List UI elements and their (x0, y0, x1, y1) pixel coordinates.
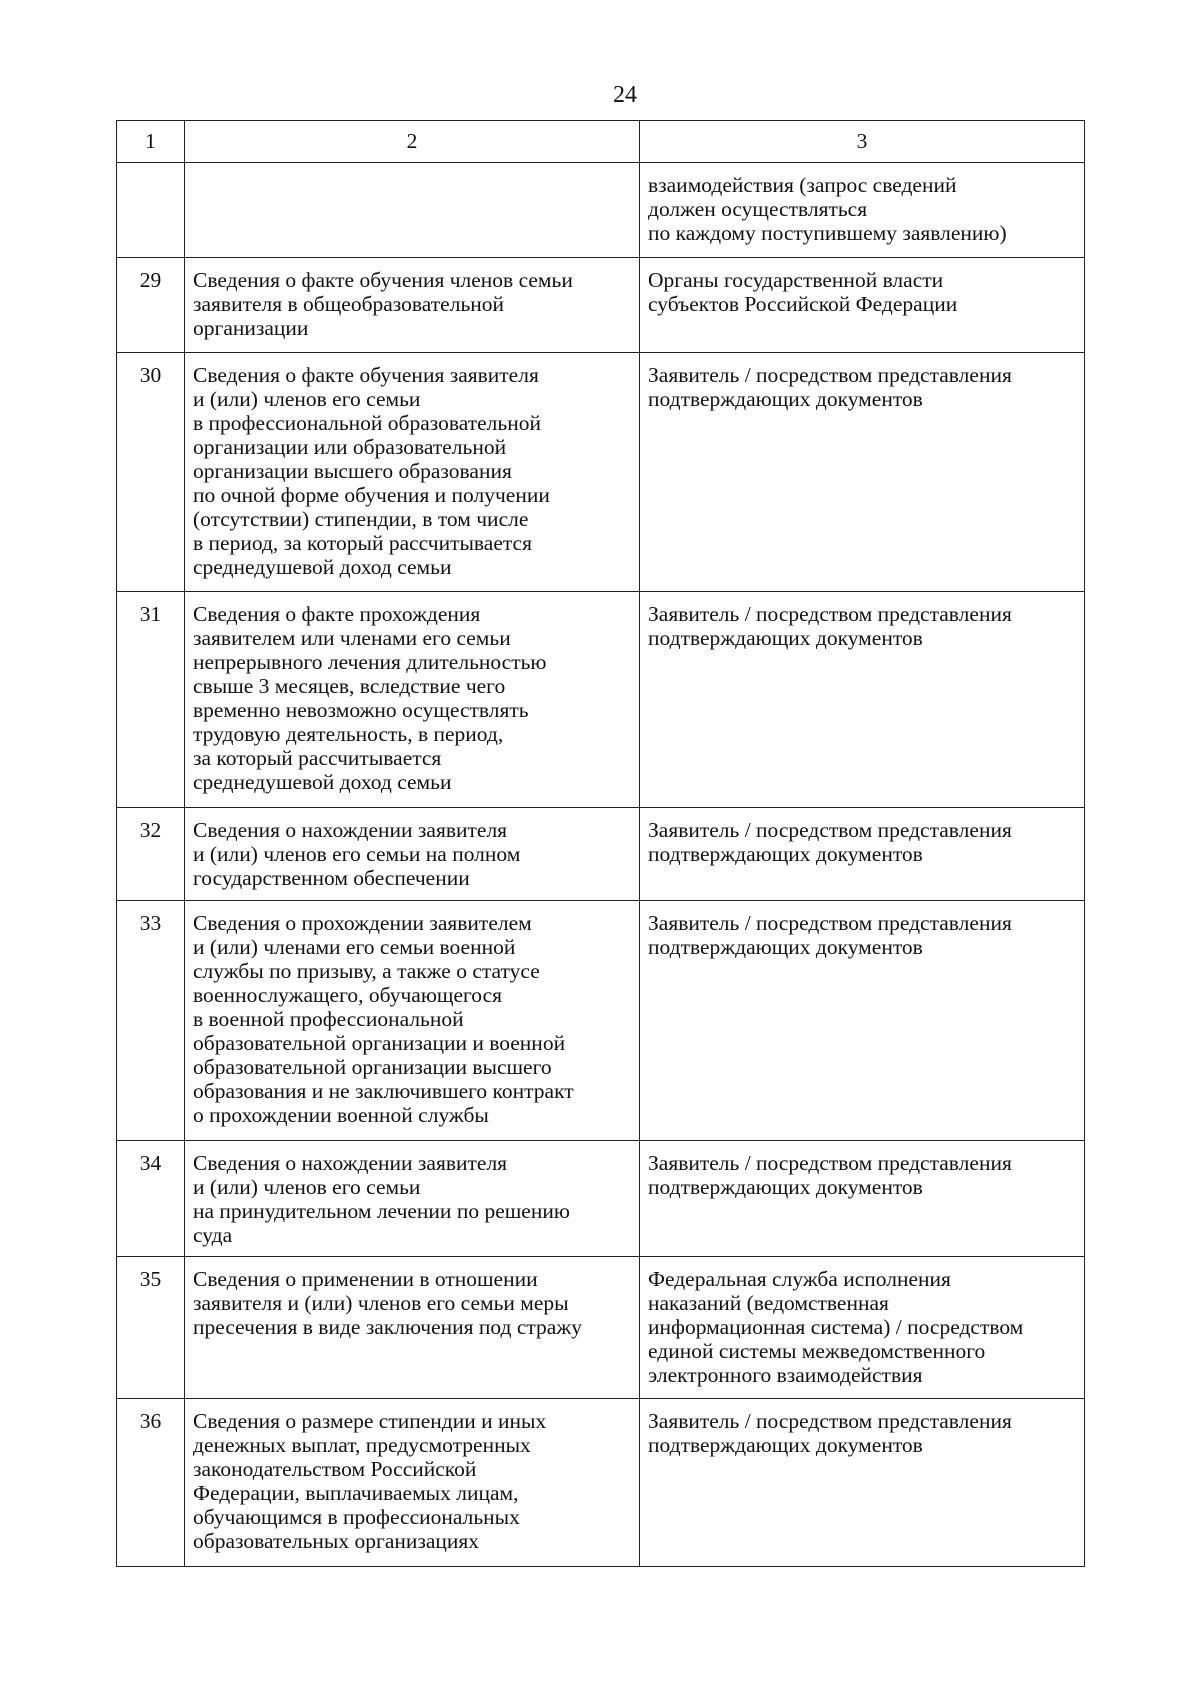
row-number: 32 (117, 808, 185, 901)
table-row (117, 901, 1085, 1141)
column-header-1: 1 (117, 121, 185, 163)
row-source-cell: взаимодействия (запрос сведений должен осуществляться по каждому поступившему заявлению) (640, 163, 1085, 258)
table-header-row (117, 121, 1085, 163)
row-info-cell: Сведения о факте прохождения заявителем или членами его семьи непрерывного лечения длительностью свыше 3 месяцев, вследствие чего временно невозможно осуществлять трудовую деятельность, в период, за который рассчитывается среднедушевой доход семьи (185, 592, 640, 808)
column-header-2: 2 (185, 121, 640, 163)
row-source-cell: Органы государственной власти субъектов Российской Федерации (640, 258, 1085, 353)
row-number: 33 (117, 901, 185, 1141)
row-source-cell: Заявитель / посредством представления подтверждающих документов (640, 901, 1085, 1141)
row-number: 30 (117, 353, 185, 592)
row-info-cell: Сведения о прохождении заявителем и (или) членами его семьи военной службы по призыву, а также о статусе военнослужащего, обучающегося в военной профессиональной образовательной организации и военной образовательной организации высшего образования и не заключившего контракт о прохождении военной службы (185, 901, 640, 1141)
table-row (117, 808, 1085, 901)
row-source-cell: Федеральная служба исполнения наказаний (ведомственная информационная система) / посредством единой системы межведомственного электронного взаимодействия (640, 1257, 1085, 1399)
row-source-cell: Заявитель / посредством представления подтверждающих документов (640, 592, 1085, 808)
table-row (117, 258, 1085, 353)
table-row (117, 163, 1085, 258)
row-number: 35 (117, 1257, 185, 1399)
row-info-cell: Сведения о размере стипендии и иных денежных выплат, предусмотренных законодательством Российской Федерации, выплачиваемых лицам, обучающимся в профессиональных образовательных организациях (185, 1399, 640, 1567)
requirements-table (116, 120, 1085, 1567)
table-row (117, 1257, 1085, 1399)
row-number: 31 (117, 592, 185, 808)
row-source-cell: Заявитель / посредством представления подтверждающих документов (640, 1141, 1085, 1257)
row-info-cell (185, 163, 640, 258)
row-source-cell: Заявитель / посредством представления подтверждающих документов (640, 808, 1085, 901)
row-number: 29 (117, 258, 185, 353)
row-info-cell: Сведения о факте обучения членов семьи заявителя в общеобразовательной организации (185, 258, 640, 353)
row-info-cell: Сведения о нахождении заявителя и (или) членов его семьи на полном государственном обеспечении (185, 808, 640, 901)
page-number: 24 (613, 82, 637, 108)
row-source-cell: Заявитель / посредством представления подтверждающих документов (640, 1399, 1085, 1567)
table-row (117, 353, 1085, 592)
row-number (117, 163, 185, 258)
row-source-cell: Заявитель / посредством представления подтверждающих документов (640, 353, 1085, 592)
row-number: 34 (117, 1141, 185, 1257)
column-header-3: 3 (640, 121, 1085, 163)
table-row (117, 1141, 1085, 1257)
row-info-cell: Сведения о нахождении заявителя и (или) членов его семьи на принудительном лечении по решению суда (185, 1141, 640, 1257)
table-row (117, 592, 1085, 808)
row-number: 36 (117, 1399, 185, 1567)
table-row (117, 1399, 1085, 1567)
row-info-cell: Сведения о факте обучения заявителя и (или) членов его семьи в профессиональной образовательной организации или образовательной организации высшего образования по очной форме обучения и получении (отсутствии) стипендии, в том числе в период, за который рассчитывается среднедушевой доход семьи (185, 353, 640, 592)
row-info-cell: Сведения о применении в отношении заявителя и (или) членов его семьи меры пресечения в виде заключения под стражу (185, 1257, 640, 1399)
